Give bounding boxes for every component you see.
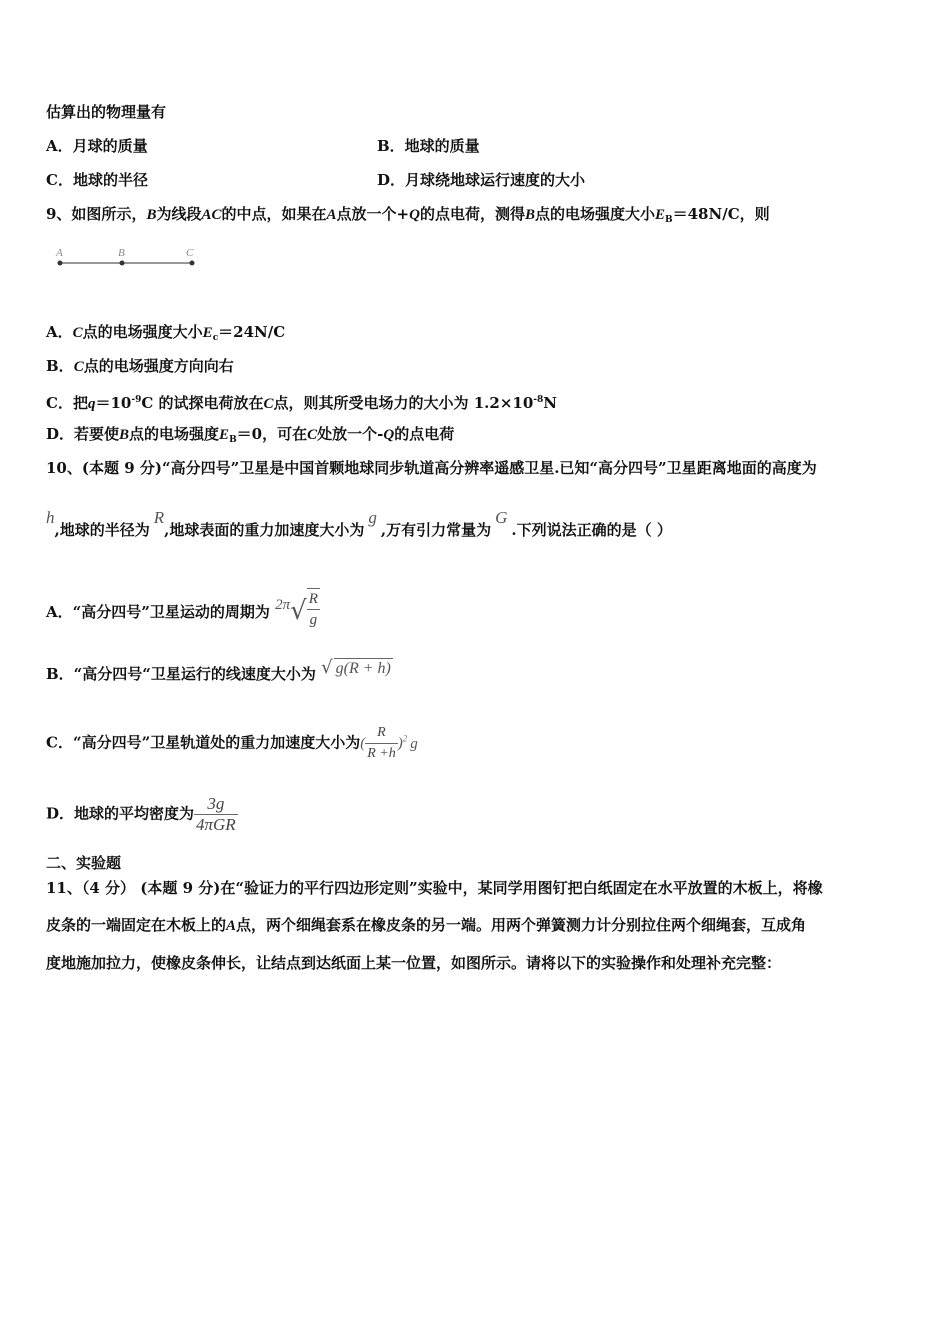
q11-stem-line2: 皮条的一端固定在木板上的A点，两个细绳套系在橡皮条的另一端。用两个弹簧测力计分别拉住两个细绳套，互成角 [46, 916, 807, 934]
figure-label-b: B [118, 247, 125, 259]
q8-intro: 估算出的物理量有 [46, 103, 167, 121]
q8-option-b: B．地球的质量 [377, 137, 480, 155]
q10-option-d: D．地球的平均密度为 $\frac{3g}{\text{4πGR}}$ [46, 794, 236, 834]
q11-stem-line1: 11、（4 分） (本题 9 分)在“验证力的平行四边形定则”实验中，某同学用图钉把白纸固定在水平放置的木板上，将橡 [46, 879, 823, 897]
q10-stem-line1: 10、(本题 9 分)“高分四号”卫星是中国首颗地球同步轨道高分辨率遥感卫星.已知“高分四号”卫星距离地面的高度为 [46, 459, 817, 477]
section-title: 二、实验题 [46, 854, 122, 872]
q9-option-b: B．C点的电场强度方向向右 [46, 357, 234, 375]
point-a [58, 261, 63, 266]
q9-option-c: C．把$q=10^{-9}C$ 的试探电荷放在C点，则其所受电场力的大小为 $1.2\times 10^{-8}N$ [46, 394, 557, 412]
q9-option-d: D．若要使B点的电场强度$E_B=0$，可在C处放一个-Q的点电荷 [46, 425, 455, 445]
q10-option-c: C．“高分四号”卫星轨道处的重力加速度大小为( $\frac{R}{R +h}$ )$^2$ g [46, 723, 418, 764]
q8-option-c: C．地球的半径 [46, 171, 148, 189]
figure-label-a: A [56, 247, 63, 259]
q10-option-b: B．“高分四号“卫星运行的线速度大小为 √ g(R + h) [46, 657, 391, 683]
q8-option-d: D．月球绕地球运行速度的大小 [377, 171, 586, 189]
q10-option-a: A．“高分四号”卫星运动的周期为 2π√ $\frac{R}{g}$ [46, 592, 320, 634]
point-c [190, 261, 195, 266]
q9-option-a: A．C点的电场强度大小$E_c=24N/C$ [46, 323, 286, 343]
q11-stem-line3: 度地施加拉力，使橡皮条伸长，让结点到达纸面上某一位置，如图所示。请将以下的实验操作和处理补充完整： [46, 954, 782, 972]
point-b [120, 261, 125, 266]
q8-option-a: A．月球的质量 [46, 137, 148, 155]
figure-label-c: C [186, 247, 194, 259]
q10-stem-line2: h,地球的半径为R,地球表面的重力加速度大小为g,万有引力常量为G.下列说法正确的是（ ） [46, 508, 672, 539]
q9-stem: 9、如图所示，B为线段AC的中点，如果在A点放一个+Q的点电荷，测得B点的电场强度大小$E_B=48N/C$，则 [46, 205, 770, 225]
q9-line-figure [50, 244, 210, 274]
